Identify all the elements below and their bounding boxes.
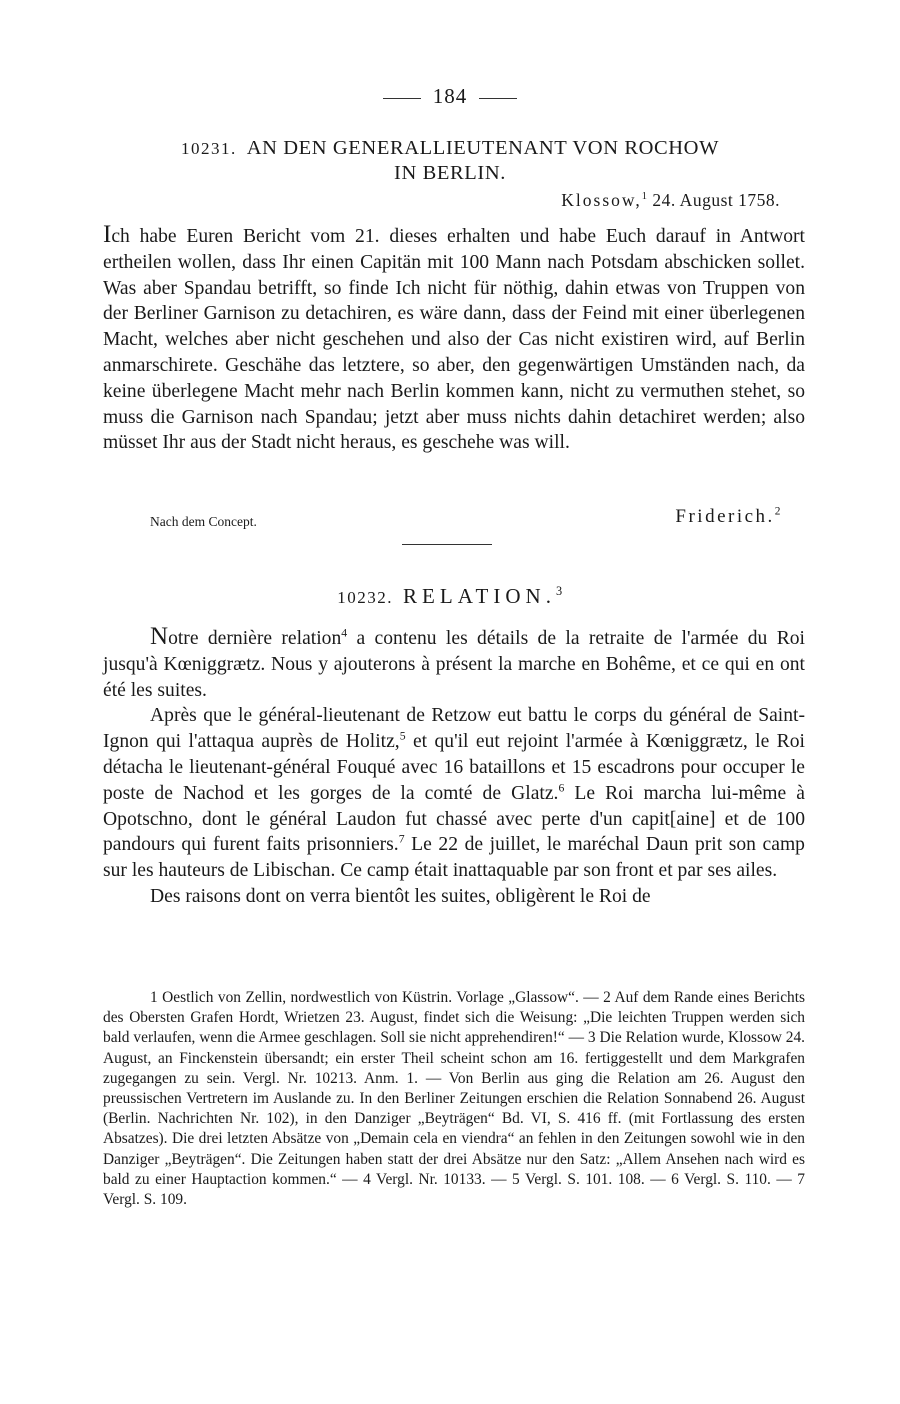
letter-title-line1: AN DEN GENERALLIEUTENANT VON ROCHOW (246, 137, 720, 159)
relation-number: 10232. (337, 588, 394, 607)
footnote-ref-5: 5 (399, 729, 406, 743)
footnote-ref-1: 1 (641, 191, 648, 203)
letter-title-line2: IN BERLIN. (394, 162, 506, 184)
footnotes-text: 1 Oestlich von Zellin, nordwestlich von Küstrin. Vorlage „Glassow“. — 2 Auf dem Rande eines Berichts des Obersten Grafen Hordt, Wrietzen 23. August, findet sich die Weisung: „Die leichten Truppen werden sich bald verlaufen, wenn die Armee geschlagen. Soll sie nicht apprehendiren!“ — 3 Die Relation wurde, Klossow 24. August, an Finckenstein übersandt; ein erster Theil scheint schon am 16. fertiggestellt und dem Markgrafen zugegangen zu sein. Vergl. Nr. 10213. Anm. 1. — Von Berlin aus ging die Relation am 26. August den preussischen Vertretern im Auslande zu. In den Berliner Zeitungen erschien die Relation Sonnabend 26. August (Berlin. Nachrichten Nr. 102), in den Danziger „Beyträgen“ Bd. VI, S. 416 ff. (mit Fortlassung des ersten Absatzes). Die drei letzten Absätze von „Demain cela en viendra“ an fehlen in den Zeitungen sowohl wie in den Danziger „Beyträgen“. Die Zeitungen haben statt der drei Absätze nur den Satz: „Allem Ansehen nach wird es bald zu einer Hauptaction kommen.“ — 4 Vergl. Nr. 10133. — 5 Vergl. S. 101. 108. — 6 Vergl. S. 110. — 7 Vergl. S. 109. (103, 989, 805, 1209)
dateline (561, 190, 780, 211)
signature-line (103, 506, 783, 532)
letter-heading (100, 136, 800, 186)
letter-text: ch habe Euren Bericht vom 21. dieses erhalten und habe Euch darauf in Antwort ertheilen wollen, dass Ihr einen Capitän mit 100 Mann nach Potsdam abschicken sollet. Was aber Spandau betrifft, so finde Ich nicht für nöthig, dahin etwas von Truppen von der Berliner Garnison zu detachiren, es wäre dann, dass der Feind mit einer überlegenen Macht, welches aber nicht geschehen und also der Cas nicht existiren wird, auf Berlin anmarschirete. Geschähe das letztere, so aber, den gegenwärtigen Umständen nach, da keine überlegene Macht mehr nach Berlin kommen kann, nicht zu vermuthen stehet, so muss die Garnison nach Spandau; jetzt aber muss nichts dahin detachiret werden; also müsset Ihr aus der Stadt nicht heraus, es geschehe was will. (103, 226, 805, 454)
relation-body (103, 624, 805, 910)
relation-heading (100, 584, 800, 610)
footnotes (103, 988, 805, 1210)
relation-title: RELATION. (403, 584, 556, 608)
footnote-ref-2: 2 (774, 505, 783, 518)
signature: Friderich.$^2$ (675, 505, 783, 527)
page-number: 184 (0, 84, 900, 109)
dash-right (479, 98, 517, 99)
dateline-place: Klossow, (561, 190, 642, 210)
relation-initial: N (150, 623, 169, 650)
dateline-date: 24. August 1758. (652, 190, 780, 210)
letter-initial: I (103, 221, 112, 248)
footnote-ref-6: 6 (558, 781, 565, 795)
section-divider (402, 544, 492, 545)
relation-paragraph-3: Des raisons dont on verra bientôt les suites, obligèrent le Roi de (150, 885, 651, 907)
source-note: Nach dem Concept. (150, 514, 257, 529)
footnote-ref-7: 7 (398, 832, 405, 846)
footnote-ref-4: 4 (341, 626, 348, 640)
letter-body (103, 222, 805, 456)
relation-paragraph-2: Après que le général-lieutenant de Retzow eut battu le corps du général de Saint-Ignon qui l'attaqua auprès de Holitz,$^5$ et qu'il eut rejoint l'armée à Kœniggrætz, le Roi détacha le lieutenant-général Fouqué avec 16 bataillons et 15 escadrons pour occuper le poste de Nachod et les gorges de la comté de Glatz.$^6$ Le Roi marcha lui-même à Opotschno, dont le général Laudon fut chassé avec perte d'un capit[aine] et de 100 pandours qui furent faits prisonniers.$^7$ Le 22 de juillet, le maréchal Daun prit son camp sur les hauteurs de Libischan. Ce camp était inattaquable par son front et par ses ailes. (103, 705, 805, 882)
relation-paragraph-1: Notre dernière relation$^4$ a contenu les détails de la retraite de l'armée du Roi jusqu'à Kœniggrætz. Nous y ajouterons à présent la marche en Bohême, et ce qui en ont été les suites. (103, 623, 805, 701)
dash-left (383, 98, 421, 99)
letter-number: 10231. (180, 139, 237, 158)
footnote-ref-3: 3 (555, 584, 563, 599)
